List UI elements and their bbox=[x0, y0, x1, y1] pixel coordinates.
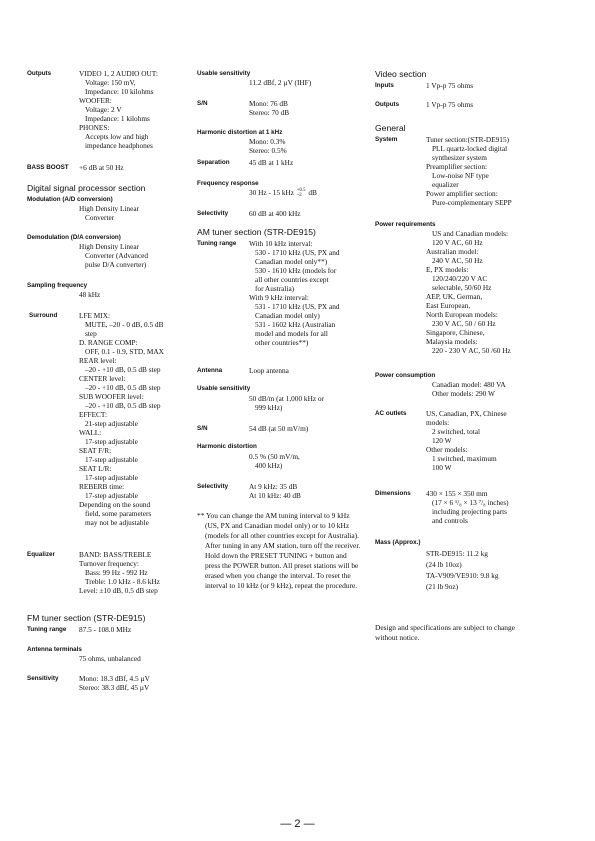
spec-line: North European models: bbox=[426, 310, 498, 319]
bass-boost-value: +6 dB at 50 Hz bbox=[79, 163, 124, 172]
spec-line: US, Canadian, PX, Chinese bbox=[426, 409, 507, 418]
spec-line: STR-DE915: 11.2 kg bbox=[426, 549, 488, 558]
spec-line: Power amplifier section: bbox=[426, 189, 498, 198]
spec-line: models: bbox=[426, 418, 450, 427]
spec-line: selectable, 50/60 Hz bbox=[432, 283, 492, 292]
spec-line: Singapore, Chinese, bbox=[426, 328, 485, 337]
spec-line: WALL: bbox=[79, 428, 102, 437]
spec-line: other countries**) bbox=[255, 338, 309, 347]
spec-line: 120/240/220 V AC bbox=[432, 274, 488, 283]
spec-line: 100 W bbox=[432, 463, 452, 472]
spec-line: Other models: 290 W bbox=[432, 389, 495, 398]
spec-line: At 10 kHz: 40 dB bbox=[249, 491, 301, 500]
spec-line: Voltage: 150 mV, bbox=[85, 78, 136, 87]
ac-outlets-values bbox=[426, 409, 507, 472]
spec-line: High Density Linear bbox=[79, 204, 139, 213]
spec-line: Tuner section:(STR-DE915) bbox=[426, 135, 510, 144]
am-usable-sensitivity-label: Usable sensitivity bbox=[197, 385, 251, 392]
am-interval-footnote: ** You can change the AM tuning interval to 9 kHz (US, PX and Canadian model only) or to 10 kHz (models for all other countries except for Australia). After tuning in any AM station, turn off the receiver. Hold down the PRESET TUNING + button and press the POWER button. All preset stations will be erased when you change the interval. To reset the interval to 10 kHz (or 9 kHz), repeat the procedure. bbox=[197, 511, 361, 590]
am-harmonic-distortion-label: Harmonic distortion bbox=[197, 443, 257, 450]
spec-line: 530 - 1610 kHz (models for bbox=[255, 266, 337, 275]
antenna-label: Antenna bbox=[197, 367, 223, 374]
spec-line: 220 - 230 V AC, 50 /60 Hz bbox=[432, 346, 511, 355]
modulation-label: Modulation (A/D conversion) bbox=[27, 196, 113, 203]
am-tuning-range-values bbox=[249, 239, 340, 347]
spec-line: 120 W bbox=[432, 436, 452, 445]
spec-line: REBERB time: bbox=[79, 482, 125, 491]
ac-outlets-label: AC outlets bbox=[375, 410, 407, 417]
bass-boost-label: BASS BOOST bbox=[27, 164, 69, 171]
spec-line: –20 - +10 dB, 0.5 dB step bbox=[85, 365, 161, 374]
spec-line: Stereo: 38.3 dBf, 45 µV bbox=[79, 683, 150, 692]
spec-line: WOOFER: bbox=[79, 96, 112, 105]
spec-line: E, PX models: bbox=[426, 265, 469, 274]
fm-sn-label: S/N bbox=[197, 100, 208, 107]
spec-line: East European, bbox=[426, 301, 471, 310]
spec-line: Other models: bbox=[426, 445, 468, 454]
spec-line: 1 switched, maximum bbox=[432, 454, 497, 463]
spec-line: Canadian model: 480 VA bbox=[432, 380, 506, 389]
spec-line: EFFECT: bbox=[79, 410, 108, 419]
spec-line: Impedance: 10 kilohms bbox=[85, 87, 154, 96]
video-inputs-value: 1 Vp-p 75 ohms bbox=[426, 81, 474, 90]
spec-line: 240 V AC, 50 Hz bbox=[432, 256, 483, 265]
video-outputs-label: Outputs bbox=[375, 101, 400, 108]
spec-line: Mono: 76 dB bbox=[249, 99, 288, 108]
spec-line: step bbox=[85, 329, 97, 338]
tolerance-plus: +0.5 bbox=[296, 188, 306, 194]
spec-line: 120 V AC, 60 Hz bbox=[432, 238, 483, 247]
power-consumption-label: Power consumption bbox=[375, 372, 436, 379]
spec-line: 50 dB/m (at 1,000 kHz or bbox=[249, 394, 324, 403]
am-usable-sensitivity-values bbox=[249, 394, 324, 412]
equalizer-values bbox=[79, 550, 160, 595]
spec-line: Mono: 0.3% bbox=[249, 137, 286, 146]
spec-line: At 9 kHz: 35 dB bbox=[249, 482, 298, 491]
fm-sensitivity-values bbox=[79, 674, 150, 692]
sampling-frequency-value: 48 kHz bbox=[79, 290, 101, 299]
am-selectivity-values bbox=[249, 482, 301, 500]
surround-label: Surround bbox=[29, 312, 58, 319]
spec-line: Stereo: 70 dB bbox=[249, 108, 290, 117]
spec-line: Canadian model only) bbox=[255, 311, 320, 320]
video-outputs-value: 1 Vp-p 75 ohms bbox=[426, 100, 474, 109]
fm-usable-sensitivity-label: Usable sensitivity bbox=[197, 70, 251, 77]
outputs-values bbox=[79, 69, 158, 150]
spec-line: –20 - +10 dB, 0.5 dB step bbox=[85, 383, 161, 392]
spec-line: Preamplifier section: bbox=[426, 162, 487, 171]
fm-tuner-section-heading: FM tuner section (STR-DE915) bbox=[27, 613, 146, 623]
fm-usable-sensitivity-value: 11.2 dBf, 2 µV (IHF) bbox=[249, 78, 312, 87]
video-section-heading: Video section bbox=[375, 69, 427, 79]
spec-line: –20 - +10 dB, 0.5 dB step bbox=[85, 401, 161, 410]
fm-harmonic-distortion-values bbox=[249, 137, 287, 155]
spec-line: Converter (Advanced bbox=[85, 251, 149, 260]
antenna-value: Loop antenna bbox=[249, 366, 289, 375]
spec-line: OFF, 0.1 - 0.9, STD, MAX bbox=[85, 347, 164, 356]
separation-label: Separation bbox=[197, 159, 230, 166]
spec-line: (24 lb 10oz) bbox=[426, 560, 462, 569]
dimensions-label: Dimensions bbox=[375, 490, 411, 497]
spec-line: (17 × 6 ¹/₈ × 13 ⁷/₈ inches) bbox=[432, 498, 509, 507]
spec-line: Turnover frequency: bbox=[79, 559, 139, 568]
frequency-response-value: 30 Hz - 15 kHz +0.5 –2 dB bbox=[249, 188, 317, 199]
fm-tuning-range-label: Tuning range bbox=[27, 626, 67, 633]
spec-line: CENTER level: bbox=[79, 374, 126, 383]
spec-line: 17-step adjustable bbox=[85, 437, 138, 446]
fm-selectivity-value: 60 dB at 400 kHz bbox=[249, 209, 301, 218]
spec-line: High Density Linear bbox=[79, 242, 139, 251]
am-harmonic-distortion-values bbox=[249, 452, 300, 470]
spec-line: US and Canadian models: bbox=[432, 229, 508, 238]
spec-line: 2 switched, total bbox=[432, 427, 481, 436]
spec-line: SUB WOOFER level: bbox=[79, 392, 144, 401]
dimensions-values bbox=[426, 489, 509, 525]
spec-line: Impedance: 1 kilohms bbox=[85, 114, 150, 123]
video-inputs-label: Inputs bbox=[375, 82, 394, 89]
general-heading: General bbox=[375, 123, 406, 133]
spec-line: field, some parameters bbox=[85, 509, 152, 518]
mass-label: Mass (Approx.) bbox=[375, 539, 421, 546]
spec-line: 531 - 1602 kHz (Australian bbox=[255, 320, 336, 329]
tolerance-minus: –2 bbox=[296, 193, 302, 199]
spec-line: all other countries except bbox=[255, 275, 329, 284]
spec-line: Bass: 99 Hz - 992 Hz bbox=[85, 568, 148, 577]
spec-line: may not be adjustable bbox=[85, 518, 149, 527]
mass-values bbox=[426, 548, 499, 592]
system-label: System bbox=[375, 136, 398, 143]
spec-line: Canadian model only**) bbox=[255, 257, 328, 266]
frequency-response-label: Frequency response bbox=[197, 180, 259, 187]
spec-line: 21-step adjustable bbox=[85, 419, 138, 428]
spec-line: TA-V909/VE910: 9.8 kg bbox=[426, 571, 499, 580]
fm-sn-values bbox=[249, 99, 289, 117]
dsp-section-heading: Digital signal processor section bbox=[27, 183, 146, 193]
demodulation-label: Demodulation (D/A conversion) bbox=[27, 234, 121, 241]
spec-line: Depending on the sound bbox=[79, 500, 151, 509]
fm-harmonic-distortion-label: Harmonic distortion at 1 kHz bbox=[197, 129, 283, 136]
antenna-terminals-value: 75 ohms, unbalanced bbox=[79, 654, 141, 663]
spec-line: Stereo: 0.5% bbox=[249, 146, 287, 155]
spec-line: Accepts low and high bbox=[85, 132, 149, 141]
spec-line: 531 - 1710 kHz (US, PX and bbox=[255, 302, 340, 311]
spec-line: Treble: 1.0 kHz - 8.6 kHz bbox=[85, 577, 160, 586]
spec-line: including projecting parts bbox=[432, 507, 507, 516]
design-note: Design and specifications are subject to change without notice. bbox=[375, 623, 515, 642]
spec-line: AEP, UK, German, bbox=[426, 292, 483, 301]
spec-line: REAR level: bbox=[79, 356, 117, 365]
spec-line: 430 × 155 × 350 mm bbox=[426, 489, 488, 498]
spec-line: 17-step adjustable bbox=[85, 473, 138, 482]
am-tuner-section-heading: AM tuner section (STR-DE915) bbox=[197, 227, 316, 237]
spec-line: 230 V AC, 50 / 60 Hz bbox=[432, 319, 496, 328]
power-requirements-values bbox=[426, 229, 511, 355]
spec-line: Voltage: 2 V bbox=[85, 105, 122, 114]
spec-line: Mono: 18.3 dBf, 4.5 µV bbox=[79, 674, 150, 683]
spec-line: Level: ±10 dB, 0.5 dB step bbox=[79, 586, 158, 595]
spec-line: Converter bbox=[85, 213, 115, 222]
spec-line: 17-step adjustable bbox=[85, 455, 138, 464]
spec-line: Pure-complementary SEPP bbox=[432, 198, 512, 207]
spec-line: VIDEO 1, 2 AUDIO OUT: bbox=[79, 69, 158, 78]
surround-values bbox=[79, 311, 164, 527]
fm-selectivity-label: Selectivity bbox=[197, 210, 229, 217]
am-selectivity-label: Selectivity bbox=[197, 483, 229, 490]
am-sn-value: 54 dB (at 50 mV/m) bbox=[249, 424, 309, 433]
spec-line: synthesizer system bbox=[432, 153, 487, 162]
spec-line: Low-noise NF type bbox=[432, 171, 489, 180]
fm-tuning-range-value: 87.5 - 108.0 MHz bbox=[79, 625, 132, 634]
spec-line: 400 kHz) bbox=[255, 461, 283, 470]
spec-line: model and models for all bbox=[255, 329, 328, 338]
page-number: — 2 — bbox=[280, 818, 315, 830]
spec-line: MUTE, –20 - 0 dB, 0.5 dB bbox=[85, 320, 164, 329]
fm-sensitivity-label: Sensitivity bbox=[27, 675, 59, 682]
antenna-terminals-label: Antenna terminals bbox=[27, 646, 82, 653]
modulation-values bbox=[79, 204, 139, 222]
am-tuning-range-label: Tuning range bbox=[197, 240, 237, 247]
spec-line: SEAT L/R: bbox=[79, 464, 112, 473]
spec-line: PLL quartz-locked digital bbox=[432, 144, 508, 153]
spec-line: PHONES: bbox=[79, 123, 110, 132]
spec-line: BAND: BASS/TREBLE bbox=[79, 550, 152, 559]
demodulation-values bbox=[79, 242, 148, 269]
spec-line: LFE MIX: bbox=[79, 311, 111, 320]
power-requirements-label: Power requirements bbox=[375, 221, 436, 228]
spec-line: Australian model: bbox=[426, 247, 479, 256]
spec-line: With 10 kHz interval: bbox=[249, 239, 313, 248]
spec-line: equalizer bbox=[432, 180, 459, 189]
spec-line: 530 - 1710 kHz (US, PX and bbox=[255, 248, 340, 257]
spec-line: Malaysia models: bbox=[426, 337, 478, 346]
separation-value: 45 dB at 1 kHz bbox=[249, 158, 294, 167]
outputs-label: Outputs bbox=[27, 70, 52, 77]
spec-line: 999 kHz) bbox=[255, 403, 283, 412]
am-sn-label: S/N bbox=[197, 425, 208, 432]
spec-line: pulse D/A converter) bbox=[85, 260, 147, 269]
power-consumption-values bbox=[426, 380, 506, 398]
spec-line: (21 lb 9oz) bbox=[426, 582, 459, 591]
spec-line: 0.5 % (50 mV/m, bbox=[249, 452, 300, 461]
system-values bbox=[426, 135, 512, 207]
spec-line: 17-step adjustable bbox=[85, 491, 138, 500]
spec-line: impedance headphones bbox=[85, 141, 153, 150]
equalizer-label: Equalizer bbox=[27, 551, 55, 558]
spec-line: SEAT F/R: bbox=[79, 446, 112, 455]
spec-line: and controls bbox=[432, 516, 468, 525]
spec-line: for Australia) bbox=[255, 284, 295, 293]
sampling-frequency-label: Sampling frequency bbox=[27, 282, 88, 289]
spec-line: With 9 kHz interval: bbox=[249, 293, 309, 302]
spec-line: D. RANGE COMP: bbox=[79, 338, 138, 347]
